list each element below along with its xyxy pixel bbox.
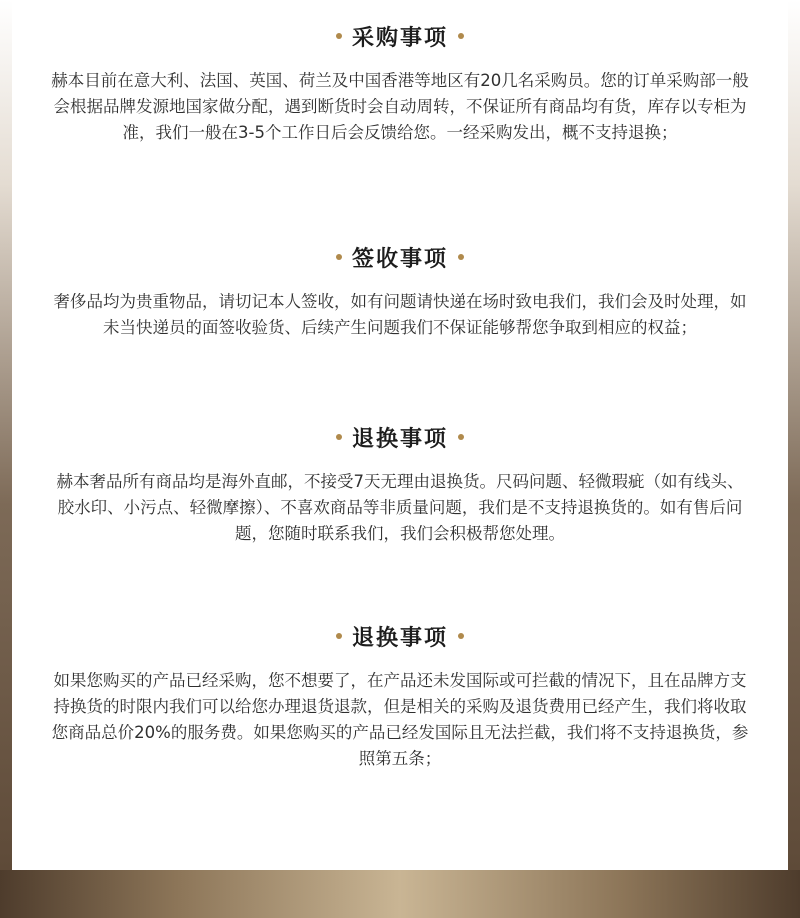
section-purchase [12, 16, 788, 146]
section-title: 退换事项 [351, 625, 448, 651]
dot-icon [336, 33, 342, 39]
section-heading [12, 16, 788, 56]
left-border-strip [0, 0, 12, 918]
section-heading [12, 237, 788, 277]
dot-icon [336, 434, 342, 440]
section-returns-purchased [12, 616, 788, 772]
section-title: 签收事项 [351, 246, 448, 272]
section-body: 赫本目前在意大利、法国、英国、荷兰及中国香港等地区有20几名采购员。您的订单采购部一般会根据品牌发源地国家做分配，遇到断货时会自动周转，不保证所有商品均有货，库存以专柜为准，我们一般在3-5个工作日后会反馈给您。一经采购发出，概不支持退换； [51, 71, 749, 142]
dot-icon [458, 254, 464, 260]
section-signing [12, 237, 788, 341]
section-heading [12, 616, 788, 656]
section-body: 奢侈品均为贵重物品，请切记本人签收，如有问题请快递在场时致电我们，我们会及时处理，如未当快递员的面签收验货、后续产生问题我们不保证能够帮您争取到相应的权益； [53, 292, 747, 337]
dot-icon [458, 434, 464, 440]
right-border-strip [788, 0, 800, 918]
dot-icon [336, 633, 342, 639]
section-heading [12, 417, 788, 457]
section-body: 赫本奢品所有商品均是海外直邮，不接受7天无理由退换货。尺码问题、轻微瑕疵（如有线头、胶水印、小污点、轻微摩擦）、不喜欢商品等非质量问题，我们是不支持退换货的。如有售后问题，您随时联系我们，我们会积极帮您处理。 [56, 472, 744, 543]
dot-icon [458, 633, 464, 639]
bottom-decorative-band [0, 870, 800, 918]
dot-icon [458, 33, 464, 39]
section-body: 如果您购买的产品已经采购，您不想要了，在产品还未发国际或可拦截的情况下，且在品牌方支持换货的时限内我们可以给您办理退货退款，但是相关的采购及退货费用已经产生，我们将收取您商品总价20%的服务费。如果您购买的产品已经发国际且无法拦截，我们将不支持退换货，参照第五条； [51, 671, 749, 768]
notice-content [12, 0, 788, 870]
section-title: 采购事项 [351, 25, 448, 51]
section-title: 退换事项 [351, 426, 448, 452]
section-returns [12, 417, 788, 547]
dot-icon [336, 254, 342, 260]
